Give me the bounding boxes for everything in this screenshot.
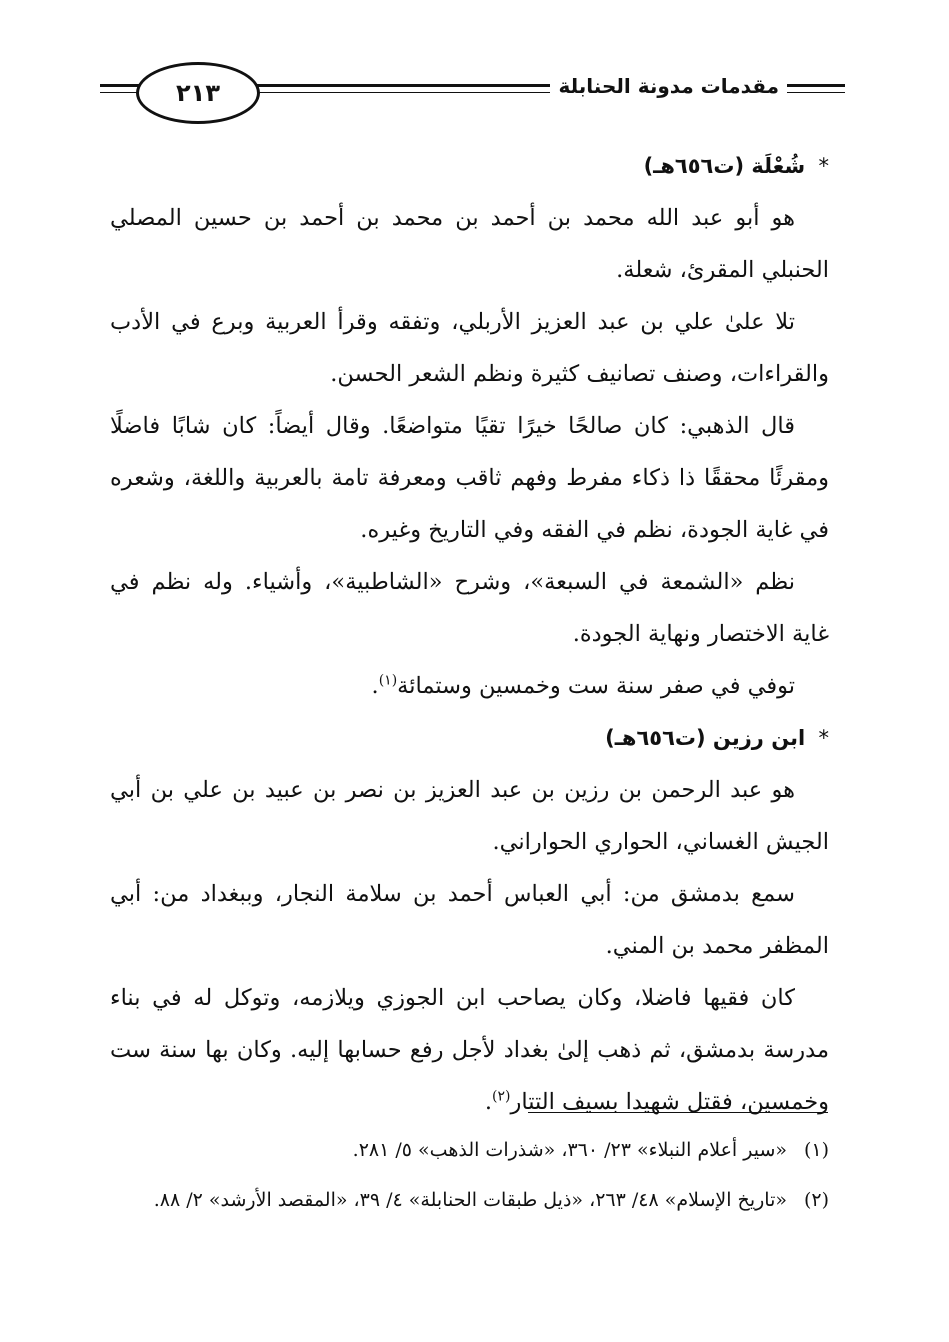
page-number: ٢١٣ bbox=[136, 62, 260, 124]
paragraph-text: كان فقيها فاضلا، وكان يصاحب ابن الجوزي ويلازمه، وتوكل له في بناء مدرسة بدمشق، ثم ذهب إلىٰ بغداد لأجل رفع حسابها إليه. وكان بها سنة ست وخمسين، فقتل شهيدا بسيف التتار bbox=[110, 985, 829, 1115]
footnote-number: (٢) bbox=[803, 1189, 829, 1211]
star-icon: * bbox=[818, 726, 829, 750]
paragraph: هو أبو عبد الله محمد بن أحمد بن محمد بن أحمد بن حسين المصلي الحنبلي المقرئ، شعلة. bbox=[110, 205, 829, 283]
footnotes bbox=[108, 1128, 829, 1228]
paragraph-end: . bbox=[484, 1089, 493, 1115]
paragraph bbox=[110, 972, 829, 1128]
page-header bbox=[100, 62, 845, 132]
heading-text: ابن رزين (ت٦٥٦هـ) bbox=[605, 726, 806, 750]
section-heading-shula bbox=[110, 140, 829, 192]
paragraph: سمع بدمشق من: أبي العباس أحمد بن سلامة النجار، وببغداد من: أبي المظفر محمد بن المني. bbox=[110, 881, 829, 959]
footnote-divider bbox=[528, 1112, 828, 1113]
footnote-ref[interactable]: (١) bbox=[378, 672, 398, 689]
footnote-text: «سير أعلام النبلاء» ٢٣/ ٣٦٠، «شذرات الذهب» ٥/ ٢٨١. bbox=[352, 1139, 787, 1161]
paragraph bbox=[110, 660, 829, 712]
paragraph-end: . bbox=[371, 673, 379, 699]
main-text bbox=[110, 140, 829, 1128]
footnote-ref[interactable]: (٢) bbox=[492, 1088, 511, 1105]
star-icon: * bbox=[818, 154, 829, 178]
paragraph: نظم «الشمعة في السبعة»، وشرح «الشاطبية»، وأشياء. وله نظم في غاية الاختصار ونهاية الجودة. bbox=[110, 569, 829, 647]
heading-text: شُعْلَة (ت٦٥٦هـ) bbox=[643, 154, 806, 178]
footnote-text: «تاريخ الإسلام» ٤٨/ ٢٦٣، «ذيل طبقات الحنابلة» ٤/ ٣٩، «المقصد الأرشد» ٢/ ٨٨. bbox=[153, 1189, 787, 1211]
running-title: مقدمات مدونة الحنابلة bbox=[550, 74, 787, 98]
section-heading-ibn-razin bbox=[110, 712, 829, 764]
paragraph: تلا علىٰ علي بن عبد العزيز الأربلي، وتفقه وقرأ العربية وبرع في الأدب والقراءات، وصنف تصانيف كثيرة ونظم الشعر الحسن. bbox=[110, 309, 829, 387]
footnote bbox=[108, 1178, 829, 1222]
paragraph-text: توفي في صفر سنة ست وخمسين وستمائة bbox=[397, 673, 795, 699]
footnote-number: (١) bbox=[803, 1139, 829, 1161]
paragraph: قال الذهبي: كان صالحًا خيرًا تقيًا متواضعًا. وقال أيضاً: كان شابًا فاضلًا ومقرئًا محققًا ذا ذكاء مفرط وفهم ثاقب ومعرفة تامة بالعربية واللغة، وشعره في غاية الجودة، نظم في الفقه وفي التاريخ وغيره. bbox=[110, 413, 829, 543]
footnote bbox=[108, 1128, 829, 1172]
paragraph: هو عبد الرحمن بن رزين بن عبد العزيز بن نصر بن عبيد بن علي بن أبي الجيش الغساني، الحواري الحواراني. bbox=[110, 777, 829, 855]
